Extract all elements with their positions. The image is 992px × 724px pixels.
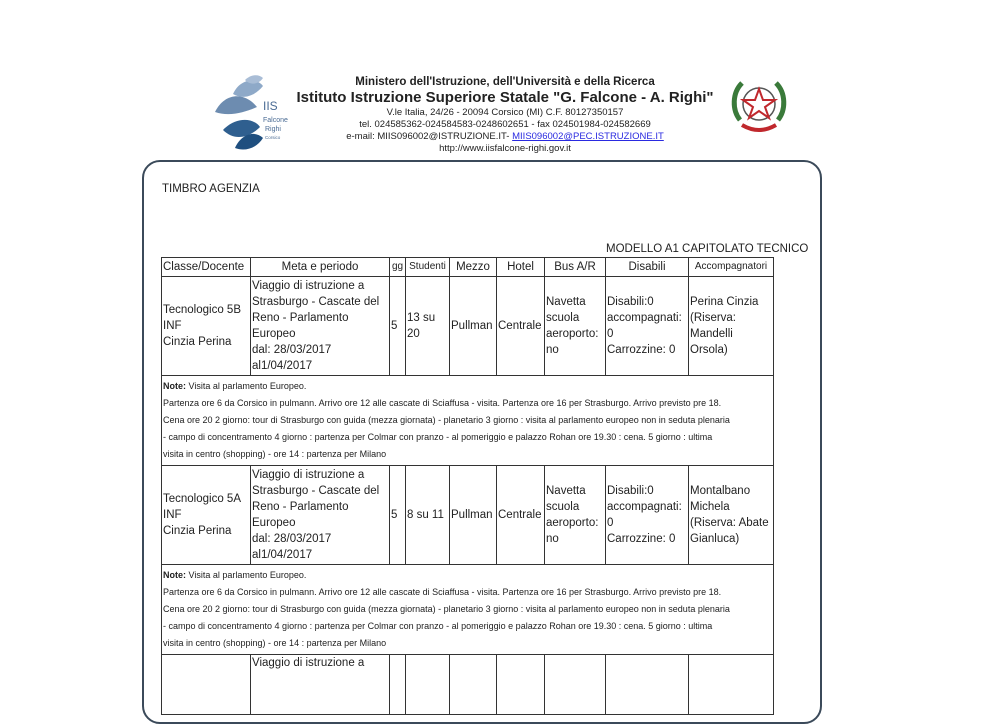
- table-row: [162, 466, 774, 565]
- model-label: MODELLO A1 CAPITOLATO TECNICO: [606, 243, 809, 255]
- table-row: [162, 655, 774, 715]
- cell-mezzo: Pullman: [450, 277, 497, 376]
- cell-disabili: Disabili:0 accompagnati: 0 Carrozzine: 0: [606, 466, 689, 565]
- cell-accompagnatori: Montalbano Michela (Riserva: Abate Gianluca): [689, 466, 774, 565]
- col-header-classe: Classe/Docente: [162, 258, 251, 277]
- email-prefix: e-mail: MIIS096002@ISTRUZIONE.IT-: [346, 131, 513, 142]
- logo-text-falcone: Falcone: [263, 117, 288, 124]
- cell-studenti: 8 su 11: [406, 466, 450, 565]
- cell-bus: Navetta scuola aeroporto: no: [545, 277, 606, 376]
- cell-gg: 5: [390, 277, 406, 376]
- school-website: http://www.iisfalcone-righi.gov.it: [439, 143, 571, 154]
- table-row: [162, 277, 774, 376]
- ministry-name: Ministero dell'Istruzione, dell'Università e della Ricerca: [355, 76, 655, 88]
- pec-email-link[interactable]: MIIS096002@PEC.ISTRUZIONE.IT: [512, 131, 664, 142]
- note-row: [162, 376, 774, 466]
- col-header-gg: gg: [390, 258, 406, 277]
- col-header-accompagnatori: Accompagnatori: [689, 258, 774, 277]
- note-row: [162, 565, 774, 655]
- col-header-meta: Meta e periodo: [251, 258, 390, 277]
- cell-classe: [162, 655, 251, 715]
- logo-text-iis: IIS: [263, 99, 278, 113]
- trips-table: [161, 257, 774, 715]
- cell-mezzo: Pullman: [450, 466, 497, 565]
- cell-meta: Viaggio di istruzione a Strasburgo - Cascate del Reno - Parlamento Europeo dal: 28/03/2017 al1/04/2017: [251, 466, 390, 565]
- cell-meta: Viaggio di istruzione a: [251, 655, 390, 715]
- school-name: Istituto Istruzione Superiore Statale "G. Falcone - A. Righi": [296, 89, 714, 106]
- cell-bus: Navetta scuola aeroporto: no: [545, 466, 606, 565]
- letterhead: [205, 70, 800, 152]
- cell-gg: 5: [390, 466, 406, 565]
- cell-studenti: 13 su 20: [406, 277, 450, 376]
- logo-text-corsico: Corsico: [265, 135, 281, 140]
- cell-classe: Tecnologico 5B INF Cinzia Perina: [162, 277, 251, 376]
- cell-disabili: Disabili:0 accompagnati: 0 Carrozzine: 0: [606, 277, 689, 376]
- col-header-disabili: Disabili: [606, 258, 689, 277]
- school-address: V.le Italia, 24/26 - 20094 Corsico (MI) C.F. 80127350157: [386, 107, 624, 118]
- italian-republic-emblem: [730, 75, 788, 137]
- cell-classe: Tecnologico 5A INF Cinzia Perina: [162, 466, 251, 565]
- col-header-bus: Bus A/R: [545, 258, 606, 277]
- cell-accompagnatori: Perina Cinzia (Riserva: Mandelli Orsola): [689, 277, 774, 376]
- cell-meta: Viaggio di istruzione a Strasburgo - Cascate del Reno - Parlamento Europeo dal: 28/03/2017 al1/04/2017: [251, 277, 390, 376]
- note-cell: Note: Visita al parlamento Europeo. Partenza ore 6 da Corsico in pulmann. Arrivo ore 12 alle cascate di Sciaffusa - visita. Partenza ore 16 per Strasburgo. Arrivo previsto pre 18. Cena ore 20 2 giorno: tour di Strasburgo con guida (mezza giornata) - planetario 3 giorno : visita al parlamento europeo non in seduta plenaria - campo di concentramento 4 giorno : partenza per Colmar con pranzo - al pomeriggio e palazzo Rohan ore 19.30 : cena. 5 giorno : ultima visita in centro (shopping) - ore 14 : partenza per Milano: [162, 376, 774, 466]
- cell-hotel: Centrale: [497, 277, 545, 376]
- agency-stamp-label: TIMBRO AGENZIA: [162, 183, 260, 195]
- school-phone: tel. 024585362-024584583-0248602651 - fax 024501984-024582669: [359, 119, 651, 130]
- cell-hotel: Centrale: [497, 466, 545, 565]
- col-header-hotel: Hotel: [497, 258, 545, 277]
- table-header-row: [162, 258, 774, 277]
- letterhead-text: [285, 75, 725, 155]
- col-header-mezzo: Mezzo: [450, 258, 497, 277]
- col-header-studenti: Studenti: [406, 258, 450, 277]
- school-email: [285, 131, 725, 143]
- logo-text-righi: Righi: [265, 126, 281, 133]
- note-cell: Note: Visita al parlamento Europeo. Partenza ore 6 da Corsico in pulmann. Arrivo ore 12 alle cascate di Sciaffusa - visita. Partenza ore 16 per Strasburgo. Arrivo previsto pre 18. Cena ore 20 2 giorno: tour di Strasburgo con guida (mezza giornata) - planetario 3 giorno : visita al parlamento europeo non in seduta plenaria - campo di concentramento 4 giorno : partenza per Colmar con pranzo - al pomeriggio e palazzo Rohan ore 19.30 : cena. 5 giorno : ultima visita in centro (shopping) - ore 14 : partenza per Milano: [162, 565, 774, 655]
